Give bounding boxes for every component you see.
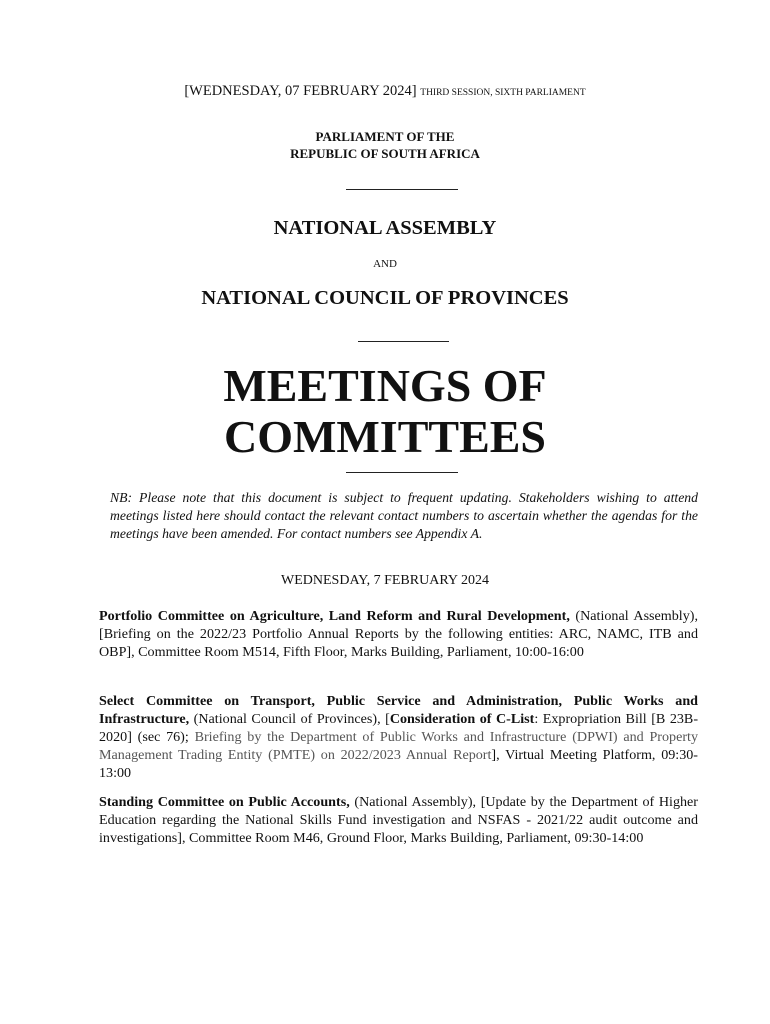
committee-name: Select Committee on Transport, Public Service and Administration, Public Works and Infrastructure, — [99, 693, 698, 727]
meeting-details: (National Assembly), [Update by the Department of Higher Education regarding the National Skills Fund investigation and NSFAS - 2021/22 audit outcome and investigations], Committee Room M46, Ground Floor, Marks Building, Parliament, 09:30-14:00 — [99, 794, 698, 846]
update-notice: NB: Please note that this document is subject to frequent updating. Stakeholders wishing to attend meetings listed here should contact the relevant contact numbers to ascertain whether the agendas for the meetings have been amended. For contact numbers see Appendix A. — [110, 490, 698, 541]
agenda-item-text: : Expropriation Bill [B 23B-2020] (sec 76); — [99, 711, 699, 745]
divider-rule — [358, 341, 449, 342]
committee-entry — [99, 793, 698, 847]
ncop-heading: NATIONAL COUNCIL OF PROVINCES — [201, 287, 569, 309]
header-session: THIRD SESSION, SIXTH PARLIAMENT — [420, 88, 586, 98]
agenda-item-briefing: Briefing by the Department of Public Works and Infrastructure (DPWI) and Property Management Trading Entity (PMTE) on 2022/2023 Annual Report — [99, 729, 699, 763]
national-assembly-heading: NATIONAL ASSEMBLY — [273, 217, 497, 239]
house-label: (National Council of Provinces), [ — [189, 711, 390, 727]
header-date: [WEDNESDAY, 07 FEBRUARY 2024] — [184, 83, 417, 99]
divider-rule — [346, 472, 458, 473]
header-line — [0, 83, 770, 100]
meeting-venue: ], Virtual Meeting Platform, 09:30-13:00 — [99, 747, 698, 781]
title-line-2: COMMITTEES — [223, 411, 547, 462]
meeting-date-heading: WEDNESDAY, 7 FEBRUARY 2024 — [281, 573, 489, 588]
divider-rule — [346, 189, 458, 190]
committee-name: Standing Committee on Public Accounts, — [99, 794, 350, 810]
and-label: AND — [373, 258, 397, 270]
title-line-1: MEETINGS OF — [223, 360, 547, 411]
agenda-item-bold: Consideration of C-List — [389, 711, 535, 727]
meeting-details: (National Assembly), [Briefing on the 2022/23 Portfolio Annual Reports by the following entities: ARC, NAMC, ITB and OBP], Committee Room M514, Fifth Floor, Marks Building, Parliament, 10:00-16:00 — [99, 608, 698, 660]
committee-entry — [99, 607, 698, 661]
committee-entry — [99, 692, 698, 782]
parliament-line-2: REPUBLIC OF SOUTH AFRICA — [290, 146, 480, 161]
committee-name: Portfolio Committee on Agriculture, Land Reform and Rural Development, — [99, 608, 570, 624]
parliament-line-1: PARLIAMENT OF THE — [315, 129, 455, 144]
